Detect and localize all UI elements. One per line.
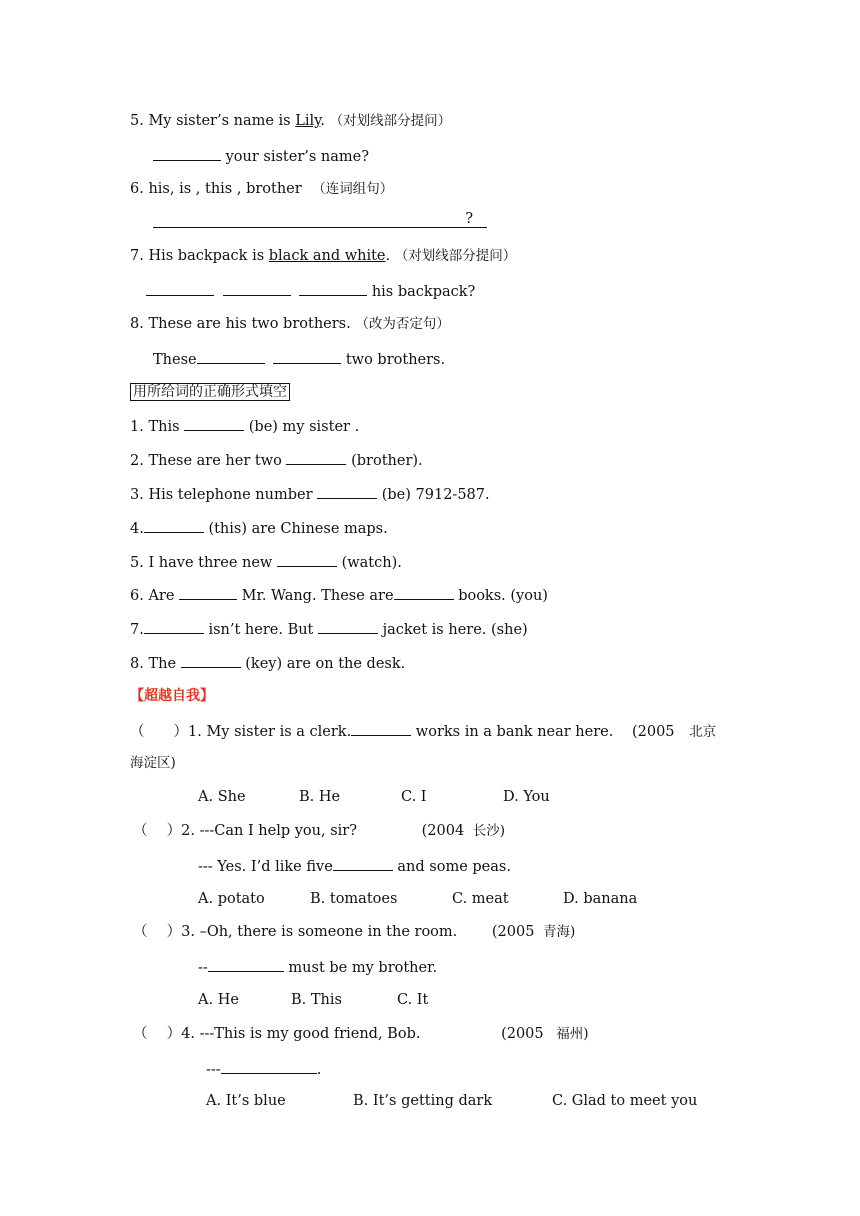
answer-line-8 [153,348,445,370]
reply-text: -- [198,960,208,976]
question-text: These are his two brothers. [148,316,351,332]
answer-blank[interactable] [223,280,291,296]
source-place: 北京 [689,724,717,740]
answer-paren[interactable]: （ ） [130,724,188,740]
source-place: 长沙) [472,823,506,839]
section-heading-challenge [130,686,214,706]
question-text: –Oh, there is someone in the room. [199,924,458,940]
answer-paren[interactable]: （ ） [133,924,182,940]
answer-blank[interactable] [277,551,337,567]
source-year: (2004 [421,823,465,839]
instruction-note: （对划线部分提问） [394,248,517,264]
answer-text: your sister’s name? [225,149,370,165]
item-text: 4. [130,521,144,537]
item-text: 2. These are her two [130,453,282,469]
question-text: ---This is my good friend, Bob. [199,1026,421,1042]
answer-blank[interactable] [144,517,204,533]
mc-question-3 [133,922,575,942]
reply-text: . [316,1062,322,1078]
question-7 [130,246,516,266]
answer-blank[interactable] [197,348,265,364]
fill-item-5 [130,551,402,573]
item-text: isn’t here. But [208,622,314,638]
reply-text: and some peas. [397,859,511,875]
mc-reply-3 [198,956,437,978]
mc-question-4 [133,1024,589,1044]
item-text: (be) my sister . [248,419,360,435]
answer-blank[interactable] [318,618,378,634]
instruction-note: （对划线部分提问） [329,113,452,129]
option-c[interactable]: C. It [397,992,429,1008]
question-number: 3. [181,924,195,940]
answer-text: his backpack? [371,284,476,300]
answer-text: These [153,352,197,368]
source-place: 海淀区) [130,755,176,771]
question-number: 6. [130,181,144,197]
option-c[interactable]: C. Glad to meet you [552,1093,698,1109]
question-text: . [320,113,326,129]
answer-line-5 [153,145,369,167]
fill-item-2 [130,449,423,471]
fill-item-1 [130,415,359,437]
fill-item-8 [130,652,405,674]
fill-item-4 [130,517,388,539]
question-number: 1. [188,724,202,740]
option-c[interactable]: C. meat [452,891,509,907]
reply-text: --- [206,1062,221,1078]
answer-blank[interactable] [286,449,346,465]
answer-blank[interactable] [221,1058,317,1074]
mc-reply-4 [206,1058,321,1080]
option-a[interactable]: A. It’s blue [206,1093,286,1109]
source-place: 青海) [543,924,576,940]
source-year: (2005 [501,1026,544,1042]
question-number: 2. [181,823,195,839]
option-d[interactable]: D. banana [563,891,638,907]
mc-question-1-cont [130,753,176,773]
instruction-note: （连词组句） [312,181,394,197]
source-year: (2005 [631,724,675,740]
question-8 [130,314,450,334]
answer-blank[interactable] [181,652,241,668]
answer-blank[interactable] [179,584,237,600]
question-number: 7. [130,248,144,264]
question-6 [130,179,393,199]
answer-blank[interactable] [153,212,487,228]
answer-blank[interactable] [317,483,377,499]
question-text: ---Can I help you, sir? [199,823,357,839]
option-a[interactable]: A. He [198,992,239,1008]
item-text: 7. [130,622,144,638]
reply-text: --- Yes. I’d like five [198,859,333,875]
item-text: (key) are on the desk. [245,656,406,672]
item-text: Mr. Wang. These are [241,588,394,604]
option-a[interactable]: A. She [198,789,246,805]
item-text: (this) are Chinese maps. [208,521,388,537]
item-text: 8. The [130,656,177,672]
question-number: 8. [130,316,144,332]
option-c[interactable]: C. I [401,789,427,805]
underlined-text: Lily [295,113,321,129]
section-heading-fill-in [130,382,290,402]
item-text: 1. This [130,419,180,435]
option-b[interactable]: B. He [299,789,341,805]
option-b[interactable]: B. tomatoes [310,891,398,907]
answer-paren[interactable]: （ ） [133,1026,182,1042]
answer-blank[interactable] [394,584,454,600]
option-b[interactable]: B. It’s getting dark [353,1093,493,1109]
source-place: 福州) [556,1026,589,1042]
answer-blank[interactable] [351,720,411,736]
answer-blank[interactable] [184,415,244,431]
reply-text: must be my brother. [288,960,438,976]
question-text: . [385,248,391,264]
question-number: 4. [181,1026,195,1042]
item-text: (watch). [341,555,402,571]
answer-blank[interactable] [208,956,284,972]
answer-blank[interactable] [299,280,367,296]
mc-question-2 [133,821,505,841]
item-text: (be) 7912-587. [381,487,490,503]
red-heading: 【超越自我】 [130,688,214,704]
fill-item-3 [130,483,490,505]
answer-blank[interactable] [333,855,393,871]
mc-question-1 [130,720,740,742]
item-text: (brother). [351,453,423,469]
answer-line-7 [146,280,475,302]
question-text: works in a bank near here. [415,724,614,740]
fill-item-7 [130,618,528,640]
answer-blank[interactable] [144,618,204,634]
question-text: His backpack is [148,248,265,264]
fill-item-6 [130,584,548,606]
source-year: (2005 [491,924,535,940]
mc-reply-2 [198,855,511,877]
question-number: 5. [130,113,144,129]
boxed-heading: 用所给词的正确形式填空 [130,383,290,401]
answer-text: two brothers. [345,352,446,368]
answer-paren[interactable]: （ ） [133,823,182,839]
option-d[interactable]: D. You [503,789,550,805]
answer-line-6 [153,212,487,234]
question-text: his, is , this , brother [148,181,302,197]
item-text: books. (you) [458,588,548,604]
instruction-note: （改为否定句） [355,316,450,332]
question-text: My sister is a clerk. [206,724,352,740]
item-text: jacket is here. (she) [382,622,528,638]
item-text: 6. Are [130,588,175,604]
underlined-text: black and white [268,248,386,264]
answer-blank[interactable] [273,348,341,364]
question-5 [130,111,451,131]
question-mark: ? [465,211,473,227]
answer-blank[interactable] [153,145,221,161]
question-text: My sister’s name is [148,113,291,129]
option-a[interactable]: A. potato [198,891,265,907]
item-text: 5. I have three new [130,555,273,571]
item-text: 3. His telephone number [130,487,313,503]
answer-blank[interactable] [146,280,214,296]
option-b[interactable]: B. This [291,992,342,1008]
